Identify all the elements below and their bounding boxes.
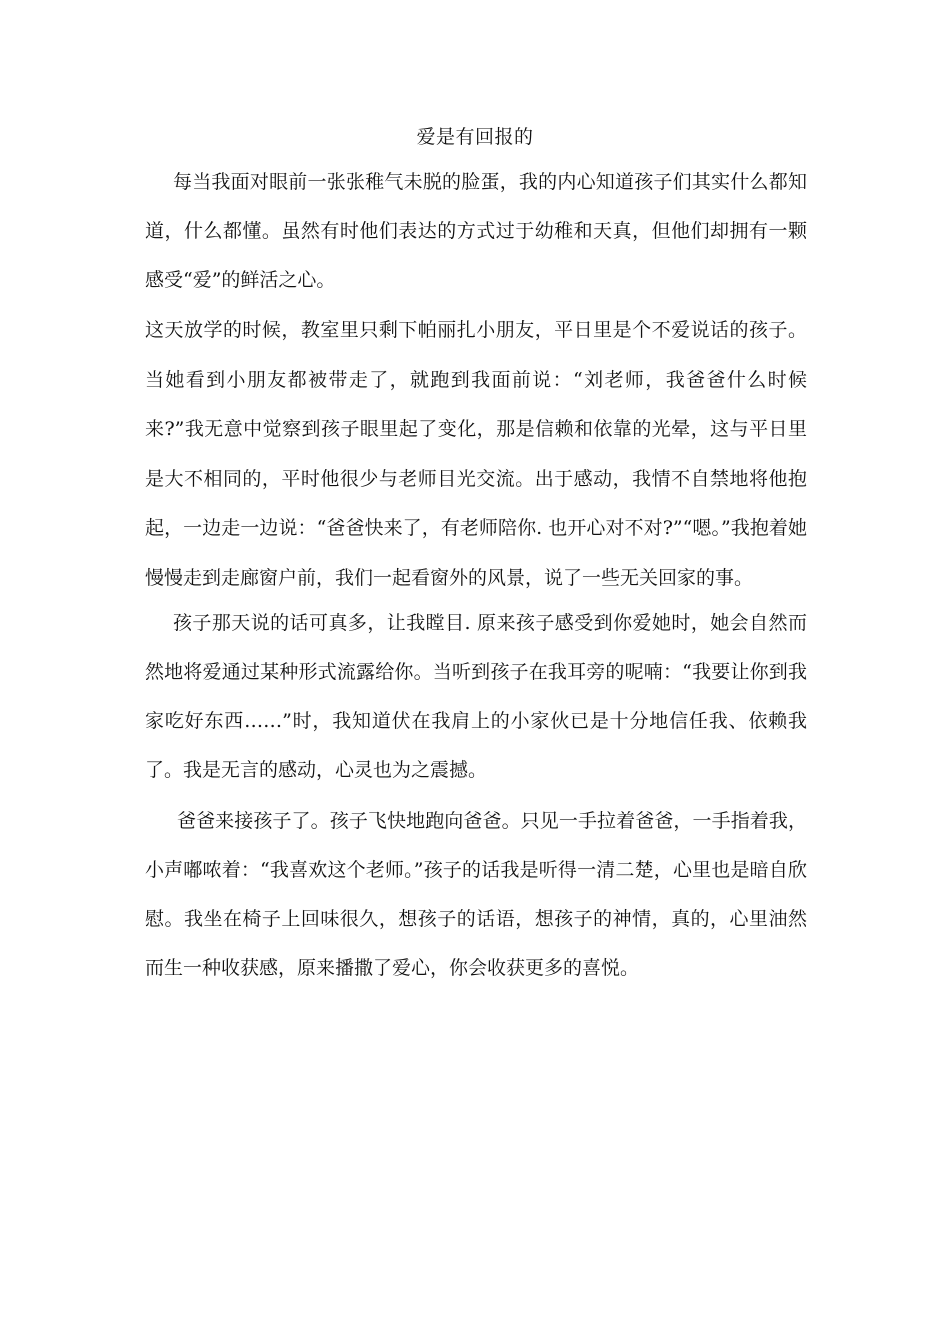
- paragraph-4: 爸爸来接孩子了。孩子飞快地跑向爸爸。只见一手拉着爸爸，一手指着我，小声嘟哝着：“我喜欢这个老师。”孩子的话我是听得一清二楚，心里也是暗自欣慰。我坐在椅子上回味很久，想孩子的话语，想孩子的神情，真的，心里油然而生一种收获感，原来播撒了爱心，你会收获更多的喜悦。: [145, 810, 807, 979]
- paragraph-3: 孩子那天说的话可真多，让我瞠目. 原来孩子感受到你爱她时，她会自然而然地将爱通过某种形式流露给你。当听到孩子在我耳旁的呢喃：“我要让你到我家吃好东西……”时，我知道伏在我肩上的小家伙已是十分地信任我、依赖我了。我是无言的感动，心灵也为之震撼。: [145, 612, 807, 781]
- document-title: 爱是有回报的: [416, 126, 534, 148]
- paragraph-1: 每当我面对眼前一张张稚气未脱的脸蛋，我的内心知道孩子们其实什么都知道，什么都懂。虽然有时他们表达的方式过于幼稚和天真，但他们却拥有一颗感受“爱”的鲜活之心。: [145, 171, 807, 291]
- paragraph-2: 这天放学的时候，教室里只剩下帕丽扎小朋友，平日里是个不爱说话的孩子。当她看到小朋友都被带走了，就跑到我面前说：“刘老师，我爸爸什么时候来?”我无意中觉察到孩子眼里起了变化，那是信赖和依靠的光晕，这与平日里是大不相同的，平时他很少与老师目光交流。出于感动，我情不自禁地将他抱起，一边走一边说：“爸爸快来了，有老师陪你. 也开心对不对?”“嗯。”我抱着她慢慢走到走廊窗户前，我们一起看窗外的风景，说了一些无关回家的事。: [145, 319, 807, 589]
